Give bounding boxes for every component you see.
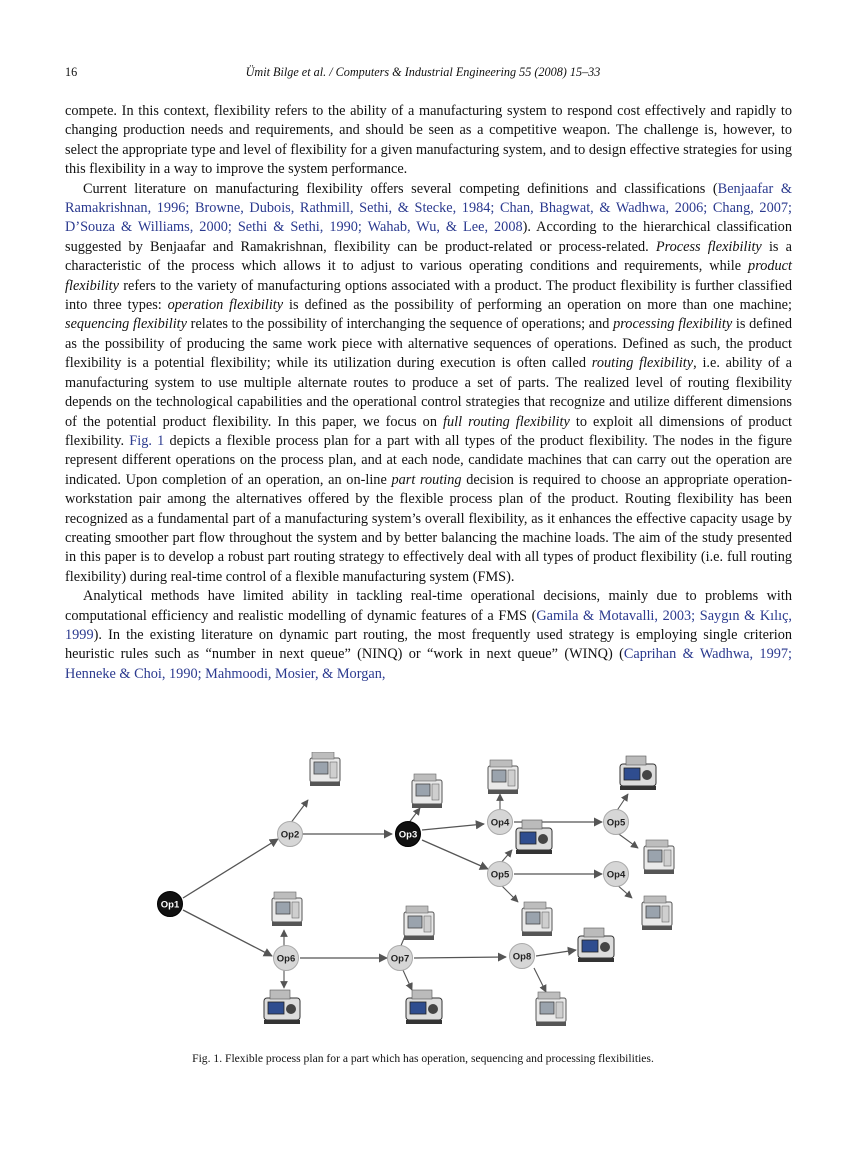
machine-icon bbox=[642, 896, 672, 930]
italic-term: processing flexibility bbox=[613, 316, 733, 333]
node-label: Op4 bbox=[606, 869, 626, 881]
machine-icon bbox=[620, 756, 656, 790]
machine-icon bbox=[412, 774, 442, 808]
machine-icon bbox=[406, 990, 442, 1024]
italic-term: product flexibility bbox=[65, 258, 792, 294]
text-run: is defined as the possibility of performing an operation on more than one machine; bbox=[283, 297, 792, 314]
node-label: Op8 bbox=[512, 951, 532, 963]
figure-1 bbox=[150, 752, 710, 1042]
node-op5b bbox=[488, 862, 513, 887]
machine-icon bbox=[644, 840, 674, 874]
node-label: Op1 bbox=[160, 899, 180, 911]
process-plan-diagram bbox=[150, 752, 710, 1042]
citation-link[interactable]: Benjaafar & Ramakrishnan, 1996; Browne, Dubois, Rathmill, Sethi, & Stecke, 1984; Chan, Bhagwat, & Wadhwa, 2006; Chang, 2007; D’Souza & Williams, 2000; Sethi & Sethi, 1990; Wahab, Wu, & Lee, 2008 bbox=[65, 180, 792, 236]
node-op4b bbox=[604, 862, 629, 887]
paragraph-p1 bbox=[65, 102, 792, 180]
node-label: Op2 bbox=[280, 829, 300, 841]
text-run: ). According to the hierarchical classification suggested by Benjaafar and Ramakrishnan, flexibility can be product-related or process-related. bbox=[65, 219, 792, 255]
paragraph-p3 bbox=[65, 587, 792, 684]
machine-images bbox=[264, 752, 674, 1026]
text-run: refers to the variety of manufacturing options associated with a product. The product flexibility is further classified into three types: bbox=[65, 277, 792, 314]
node-op8 bbox=[510, 944, 535, 969]
node-label: Op5 bbox=[606, 817, 626, 829]
node-op2 bbox=[278, 822, 303, 847]
italic-term: operation flexibility bbox=[167, 297, 284, 314]
text-run: Analytical methods have limited ability in tackling real-time operational decisions, mainly due to problems with computational efficiency and realistic modelling of dynamic features of a FMS ( bbox=[65, 588, 792, 624]
node-label: Op7 bbox=[390, 953, 410, 965]
italic-term: part routing bbox=[391, 471, 462, 488]
node-op4a bbox=[488, 810, 513, 835]
node-op5a bbox=[604, 810, 629, 835]
nodes bbox=[158, 810, 629, 971]
italic-term: routing flexibility bbox=[591, 355, 694, 372]
machine-icon bbox=[404, 906, 434, 940]
node-label: Op3 bbox=[398, 829, 418, 841]
machine-icon bbox=[264, 990, 300, 1024]
machine-icon bbox=[516, 820, 552, 854]
machine-icon bbox=[272, 892, 302, 926]
paragraph-p2 bbox=[65, 180, 792, 588]
text-run: compete. In this context, flexibility refers to the ability of a manufacturing system to respond cost effectively and rapidly to changing production needs and requirements, and should be seen as a competitive weapon. The challenge is, however, to select the appropriate type and level of flexibility for a given manufacturing system, and to design effective strategies for using this flexibility in a way to improve the system performance. bbox=[65, 103, 792, 178]
body-text bbox=[65, 102, 792, 684]
node-label: Op4 bbox=[490, 817, 510, 829]
text-run: depicts a flexible process plan for a part with all types of the product flexibility. The nodes in the figure represent different operations on the process plan, and at each node, candidate machines that can carry out the operation are indicated. Upon completion of an operation, an on-line bbox=[65, 432, 793, 488]
machine-icon bbox=[578, 928, 614, 962]
node-op3 bbox=[396, 822, 421, 847]
machine-icon bbox=[310, 752, 340, 786]
node-op7 bbox=[388, 946, 413, 971]
machine-icon bbox=[488, 760, 518, 794]
node-op6 bbox=[274, 946, 299, 971]
text-run: is a characteristic of the process which allows it to adjust to various operating conditions and requirements, while bbox=[65, 238, 792, 275]
text-run: relates to the possibility of interchanging the sequence of operations; and bbox=[187, 316, 614, 333]
text-run: decision is required to choose an appropriate operation-workstation pair among the alternatives offered by the flexible process plan of the product. Routing flexibility has been recognized as a fundamental part of a manufacturing system’s overall flexibility, as it enhances the effective capacity usage by creating smoother part flow throughout the system and by better balancing the machine loads. The aim of the study presented in this paper is to develop a robust part routing strategy to effectively deal with all types of product flexibility (i.e. full routing flexibility) during real-time control of a flexible manufacturing system (FMS). bbox=[65, 471, 792, 585]
text-run: Current literature on manufacturing flexibility offers several competing definitions and classifications ( bbox=[83, 180, 718, 197]
machine-icon bbox=[536, 992, 566, 1026]
running-title: Ümit Bilge et al. / Computers & Industrial Engineering 55 (2008) 15–33 bbox=[245, 65, 601, 79]
text-run: to exploit all dimensions of product flexibility. bbox=[65, 413, 793, 449]
node-label: Op5 bbox=[490, 869, 510, 881]
text-run: is defined as the possibility of producing the same work piece with alternative sequences of operations. Defined as such, the product flexibility is a potential flexibility; while its utilization during execution is often called bbox=[65, 316, 792, 372]
node-label: Op6 bbox=[276, 953, 296, 965]
figure-caption: Fig. 1. Flexible process plan for a part which has operation, sequencing and processing flexibilities. bbox=[192, 1052, 654, 1065]
citation-link[interactable]: Fig. 1 bbox=[129, 432, 165, 449]
italic-term: sequencing flexibility bbox=[65, 316, 187, 333]
citation-link[interactable]: Caprihan & Wadhwa, 1997; Henneke & Choi, 1990; Mahmoodi, Mosier, & Morgan, bbox=[65, 646, 792, 682]
running-header bbox=[65, 65, 781, 83]
machine-icon bbox=[522, 902, 552, 936]
italic-term: Process flexibility bbox=[655, 238, 762, 255]
node-op1 bbox=[158, 892, 183, 917]
page-number: 16 bbox=[65, 65, 78, 79]
citation-link[interactable]: Gamila & Motavalli, 2003; Saygın & Kılıç, 1999 bbox=[65, 607, 792, 643]
text-run: , i.e. ability of a manufacturing system to use multiple alternate routes to produce a set of parts. The realized level of routing flexibility depends on the technological capabilities and the operational control strategies that recognize and utilize different dimensions of the potential product flexibility. In this paper, we focus on bbox=[65, 355, 792, 430]
text-run: ). In the existing literature on dynamic part routing, the most frequently used strategy is employing single criterion heuristic rules such as “number in next queue” (NINQ) or “work in next queue” (WINQ) ( bbox=[65, 626, 792, 663]
italic-term: full routing flexibility bbox=[443, 413, 570, 430]
